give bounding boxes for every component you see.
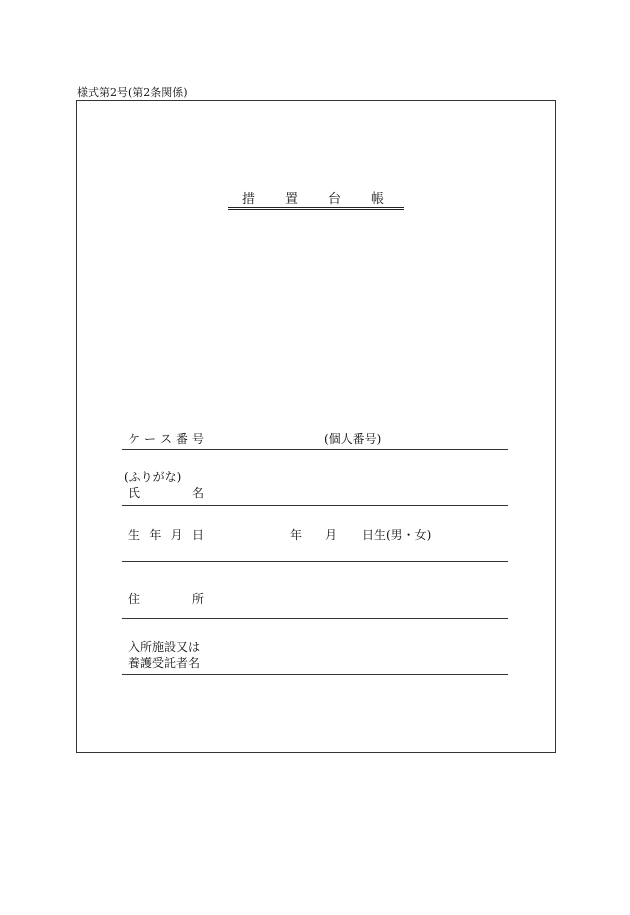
label-char: 生 xyxy=(128,528,141,542)
label-char: ス xyxy=(159,432,172,446)
document-title xyxy=(228,192,404,210)
birth-day-sex-label: 日生(男・女) xyxy=(362,528,432,542)
label-char: 日 xyxy=(191,528,204,542)
title-char: 台 xyxy=(327,192,341,207)
label-char: 番 xyxy=(175,432,188,446)
facility-label-line1: 入所施設又は xyxy=(128,640,201,654)
row-divider xyxy=(122,505,508,506)
birth-date-label xyxy=(128,528,204,542)
label-char: ケ xyxy=(128,432,141,446)
label-char: 住 xyxy=(128,592,141,606)
address-label xyxy=(128,592,204,606)
label-char: 所 xyxy=(191,592,204,606)
label-char: 氏 xyxy=(128,486,141,500)
facility-label-line2: 養護受託者名 xyxy=(128,656,201,670)
row-divider xyxy=(122,449,508,450)
label-char: 月 xyxy=(170,528,183,542)
label-char: 年 xyxy=(149,528,162,542)
case-number-label xyxy=(128,432,204,446)
row-divider xyxy=(122,561,508,562)
furigana-label: (ふりがな) xyxy=(124,470,182,484)
label-char: ー xyxy=(143,432,156,446)
birth-year-label: 年 xyxy=(290,528,303,542)
row-divider xyxy=(122,618,508,619)
label-char: 名 xyxy=(191,486,204,500)
row-divider xyxy=(122,674,508,675)
form-number: 様式第2号(第2条関係) xyxy=(77,86,188,99)
name-label xyxy=(128,486,204,500)
individual-number-label: (個人番号) xyxy=(324,432,382,446)
title-char: 置 xyxy=(284,192,298,207)
title-char: 帳 xyxy=(370,192,384,207)
title-char: 措 xyxy=(242,192,256,207)
label-char: 号 xyxy=(191,432,204,446)
birth-month-label: 月 xyxy=(325,528,338,542)
